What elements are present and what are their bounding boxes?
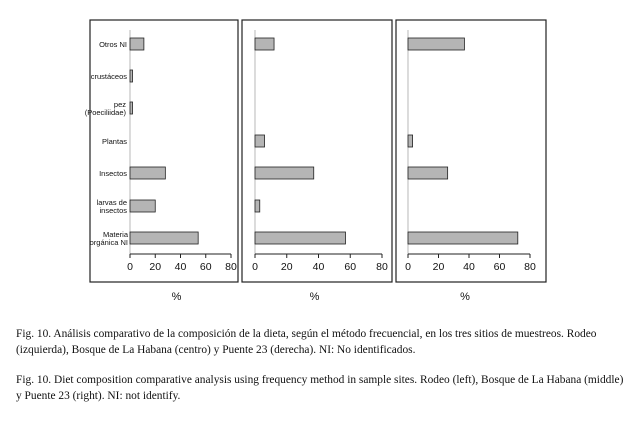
caption-english: Fig. 10. Diet composition comparative analysis using frequency method in sample sites. Rodeo (left), Bosque de La Habana (middle) y Puente 23 (right). NI: not identify. [16,374,624,402]
bar-rodeo-larvas-de-insectos [130,200,155,212]
bar-bosque-de-la-habana-plantas [255,135,265,147]
bar-puente-23-plantas [408,135,413,147]
x-tick-label-puente-23-80: 80 [524,261,536,273]
bar-rodeo-pez-poeciliidae [130,102,133,114]
x-tick-label-rodeo-20: 20 [149,261,162,273]
bar-rodeo-insectos [130,167,165,179]
x-tick-label-puente-23-20: 20 [432,261,445,273]
bar-rodeo-materia-organica-ni [130,232,198,244]
category-label-pez-poeciliidae: pez (Poeciliidae) [84,100,126,117]
category-label-plantas: Plantas [101,137,127,146]
bar-rodeo-otros-ni [130,38,144,50]
x-tick-label-rodeo-80: 80 [225,261,237,273]
figure-caption [16,327,628,404]
x-tick-label-bosque-de-la-habana-20: 20 [280,261,293,273]
x-axis-title-puente-23: % [460,291,470,303]
category-label-crustaceos: crustáceos [90,72,127,81]
x-tick-label-bosque-de-la-habana-40: 40 [312,261,325,273]
x-tick-label-bosque-de-la-habana-0: 0 [252,261,258,273]
x-axis-title-rodeo: % [171,291,182,303]
bar-bosque-de-la-habana-larvas-de-insectos [255,200,260,212]
x-tick-label-puente-23-40: 40 [463,261,475,273]
bar-puente-23-materia-organica-ni [408,232,518,244]
x-axis-title-bosque-de-la-habana: % [309,291,320,303]
bar-rodeo-crustaceos [130,70,133,82]
x-tick-label-rodeo-0: 0 [127,261,133,273]
x-tick-label-bosque-de-la-habana-60: 60 [344,261,357,273]
bar-puente-23-otros-ni [408,38,464,50]
category-label-larvas-de-insectos: larvas de insectos [96,198,127,215]
bar-puente-23-insectos [408,167,448,179]
category-label-materia-organica-ni: Materia orgánica NI [89,230,128,247]
x-tick-label-rodeo-40: 40 [174,261,187,273]
category-label-otros-ni: Otros NI [99,40,127,49]
x-tick-label-bosque-de-la-habana-80: 80 [376,261,388,273]
x-tick-label-rodeo-60: 60 [199,261,212,273]
bar-bosque-de-la-habana-otros-ni [255,38,274,50]
category-label-insectos: Insectos [99,169,127,178]
x-tick-label-puente-23-60: 60 [493,261,506,273]
bar-bosque-de-la-habana-materia-organica-ni [255,232,345,244]
caption-spanish: Fig. 10. Análisis comparativo de la composición de la dieta, según el método frecuencial, en los tres sitios de muestreos. Rodeo (izquierda), Bosque de La Habana (centro) y Puente 23 (derecha). NI: No identificados. [16,328,597,356]
bar-bosque-de-la-habana-insectos [255,167,314,179]
x-tick-label-puente-23-0: 0 [405,261,411,273]
